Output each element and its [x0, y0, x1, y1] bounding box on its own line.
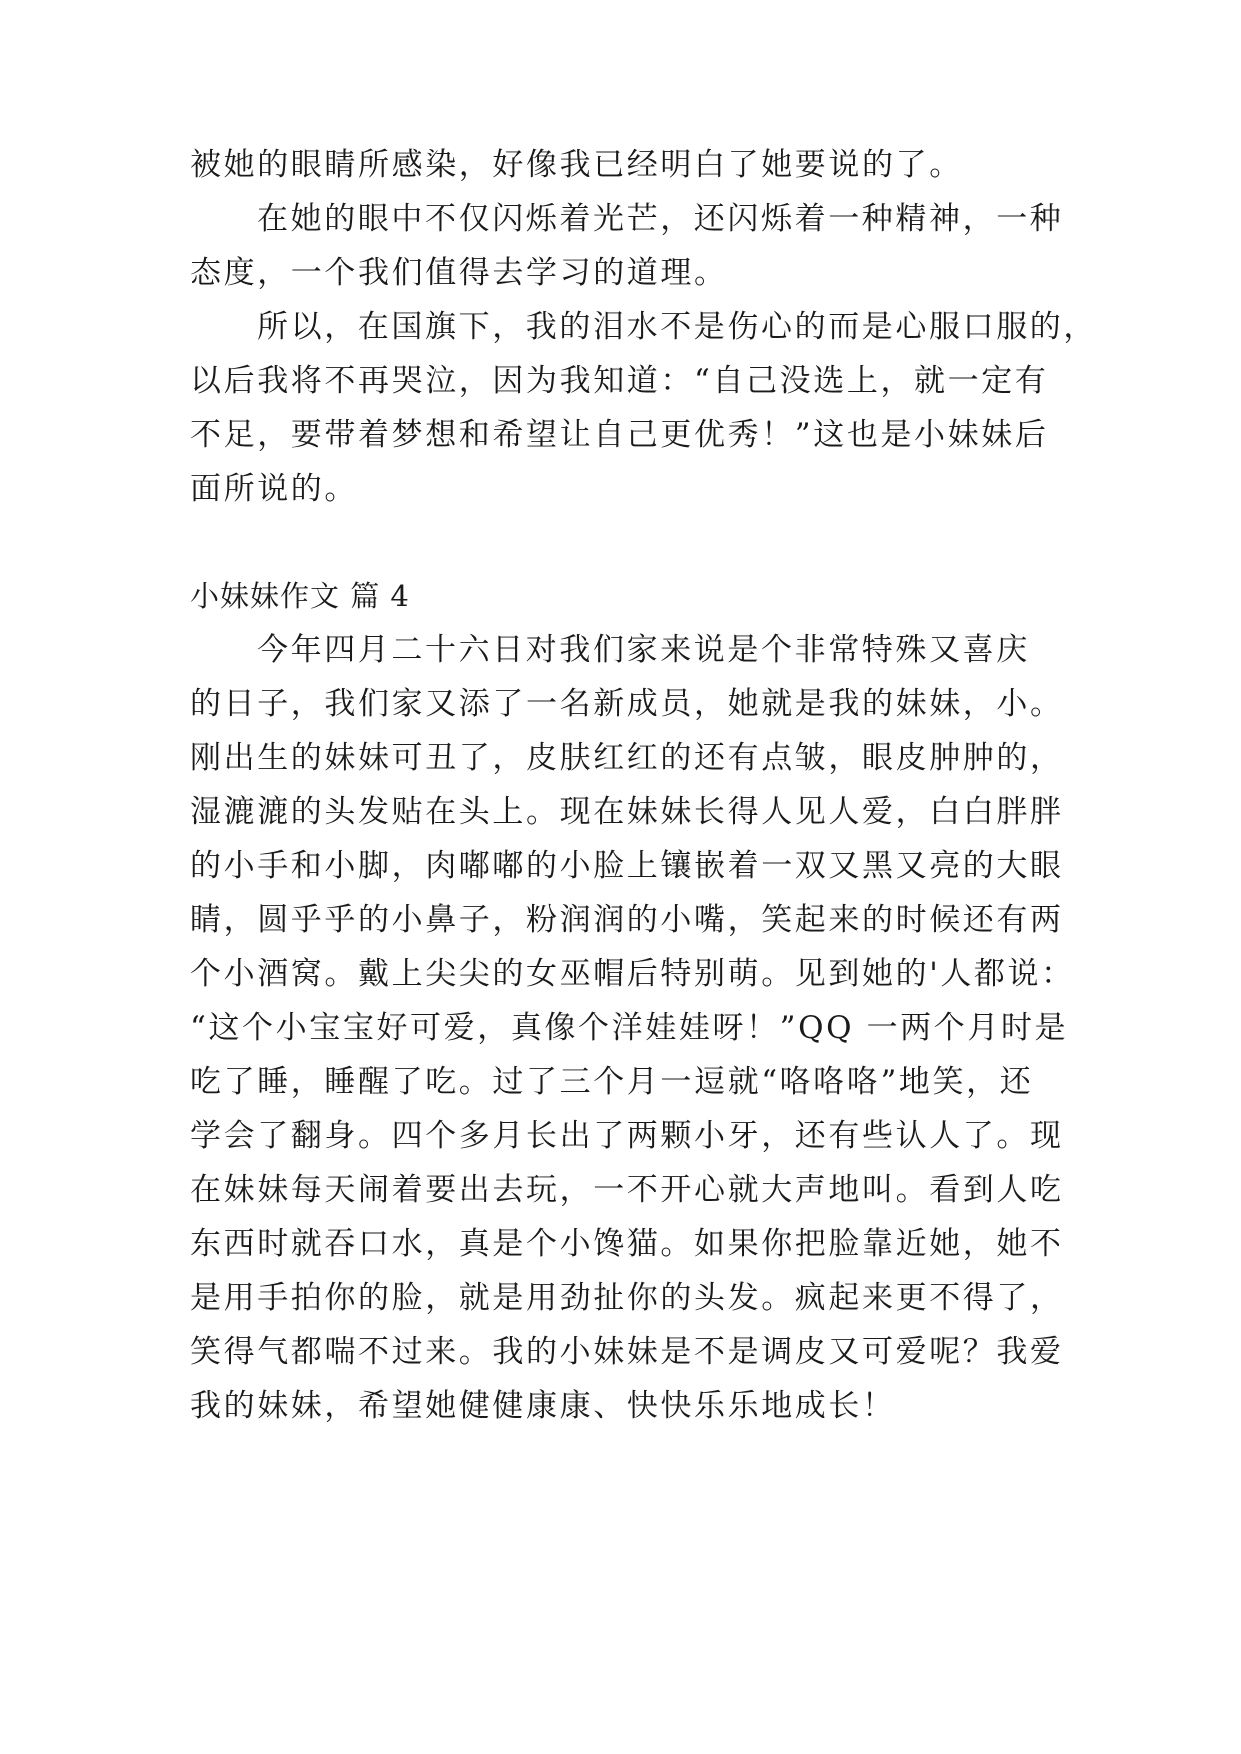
section-title: 小妹妹作文 篇 4	[190, 579, 410, 613]
paragraph-line: 笑得气都喘不过来。我的小妹妹是不是调皮又可爱呢？我爱	[190, 1334, 1064, 1370]
paragraph-line: 湿漉漉的头发贴在头上。现在妹妹长得人见人爱，白白胖胖	[190, 794, 1064, 830]
paragraph-line: 个小酒窝。戴上尖尖的女巫帽后特别萌。见到她的'人都说：	[190, 956, 1075, 992]
paragraph-line: 我的妹妹，希望她健健康康、快快乐乐地成长！	[190, 1388, 896, 1424]
paragraph-line: 吃了睡，睡醒了吃。过了三个月一逗就“咯咯咯”地笑，还	[190, 1064, 1034, 1100]
paragraph-line: 被她的眼睛所感染，好像我已经明白了她要说的了。	[190, 147, 963, 183]
paragraph-line: 在妹妹每天闹着要出去玩，一不开心就大声地叫。看到人吃	[190, 1172, 1064, 1208]
paragraph-line: 是用手拍你的脸，就是用劲扯你的头发。疯起来更不得了，	[190, 1280, 1064, 1316]
paragraph-line: “这个小宝宝好可爱，真像个洋娃娃呀！”QQ 一两个月时是	[190, 1010, 1069, 1046]
paragraph-line: 今年四月二十六日对我们家来说是个非常特殊又喜庆	[257, 632, 1030, 668]
paragraph-line: 学会了翻身。四个多月长出了两颗小牙，还有些认人了。现	[190, 1118, 1064, 1154]
paragraph-line: 以后我将不再哭泣，因为我知道：“自己没选上，就一定有	[190, 363, 1049, 399]
paragraph-line: 睛，圆乎乎的小鼻子，粉润润的小嘴，笑起来的时候还有两	[190, 902, 1064, 938]
paragraph-line: 刚出生的妹妹可丑了，皮肤红红的还有点皱，眼皮肿肿的，	[190, 740, 1064, 776]
paragraph-line: 所以，在国旗下，我的泪水不是伤心的而是心服口服的，	[257, 309, 1097, 345]
paragraph-line: 在她的眼中不仅闪烁着光芒，还闪烁着一种精神，一种	[257, 201, 1064, 237]
paragraph-line: 东西时就吞口水，真是个小馋猫。如果你把脸靠近她，她不	[190, 1226, 1064, 1262]
paragraph-line: 的小手和小脚，肉嘟嘟的小脸上镶嵌着一双又黑又亮的大眼	[190, 848, 1064, 884]
paragraph-line: 态度，一个我们值得去学习的道理。	[190, 255, 728, 291]
paragraph-line: 不足，要带着梦想和希望让自己更优秀！”这也是小妹妹后	[190, 417, 1049, 453]
paragraph-line: 面所说的。	[190, 471, 358, 507]
paragraph-line: 的日子，我们家又添了一名新成员，她就是我的妹妹，小。	[190, 686, 1064, 722]
